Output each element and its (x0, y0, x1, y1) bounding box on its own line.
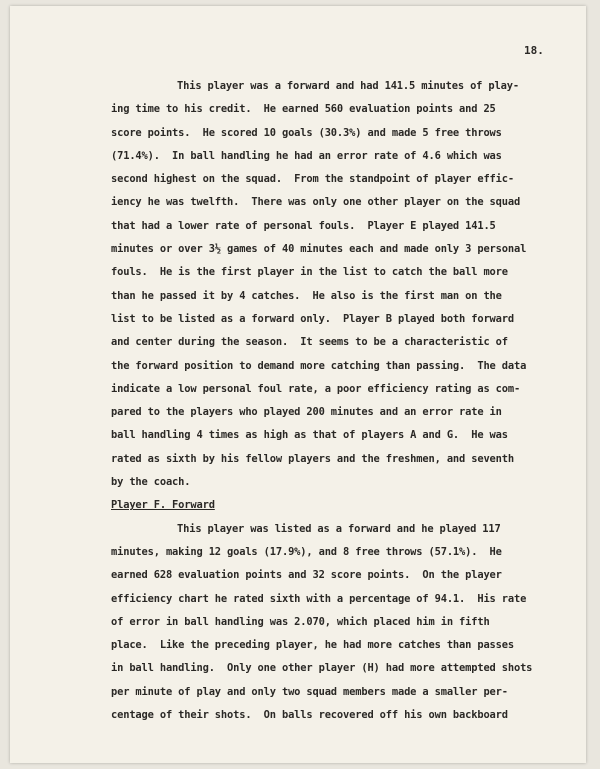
paragraph-first-line: This player was a forward and had 141.5 minutes of play- (177, 80, 519, 92)
text-line: fouls. He is the first player in the list to catch the ball more (111, 266, 508, 279)
text-line: than he passed it by 4 catches. He also is the first man on the (111, 289, 502, 302)
text-line: and center during the season. It seems to be a characteristic of (111, 336, 508, 349)
text-line: in ball handling. Only one other player (H) had more attempted shots (111, 662, 533, 675)
text-line: list to be listed as a forward only. Player B played both forward (111, 312, 514, 325)
text-line: place. Like the preceding player, he had more catches than passes (111, 639, 514, 652)
text-line: ball handling 4 times as high as that of players A and G. He was (111, 429, 508, 442)
text-line: second highest on the squad. From the standpoint of player effic- (111, 173, 514, 186)
text-line: that had a lower rate of personal fouls. Player E played 141.5 (111, 219, 496, 232)
text-line: score points. He scored 10 goals (30.3%) and made 5 free throws (111, 126, 502, 139)
text-line: rated as sixth by his fellow players and the freshmen, and seventh (111, 452, 514, 465)
paragraph-first-line: This player was listed as a forward and he played 117 (177, 522, 501, 535)
text-line: efficiency chart he rated sixth with a percentage of 94.1. His rate (111, 592, 527, 605)
text-line: indicate a low personal foul rate, a poor efficiency rating as com- (111, 382, 521, 395)
text-line: pared to the players who played 200 minutes and an error rate in (111, 406, 502, 419)
section-heading: Player F. Forward (111, 499, 215, 512)
text-line: of error in ball handling was 2.070, which placed him in fifth (111, 615, 490, 628)
text-line: earned 628 evaluation points and 32 score points. On the player (111, 569, 502, 582)
text-line: minutes, making 12 goals (17.9%), and 8 free throws (57.1%). He (111, 545, 502, 558)
text-line: per minute of play and only two squad members made a smaller per- (111, 685, 508, 698)
text-line: ing time to his credit. He earned 560 evaluation points and 25 (111, 103, 496, 116)
body-text (111, 75, 581, 727)
document-page (10, 6, 586, 763)
text-line: by the coach. (111, 476, 191, 489)
text-line: the forward position to demand more catching than passing. The data (111, 359, 527, 372)
text-line: (71.4%). In ball handling he had an error rate of 4.6 which was (111, 149, 502, 162)
page-number: 18. (524, 44, 544, 57)
text-line: centage of their shots. On balls recovered off his own backboard (111, 709, 508, 722)
text-line: iency he was twelfth. There was only one other player on the squad (111, 196, 521, 209)
text-line: minutes or over 3½ games of 40 minutes each and made only 3 personal (111, 243, 527, 256)
